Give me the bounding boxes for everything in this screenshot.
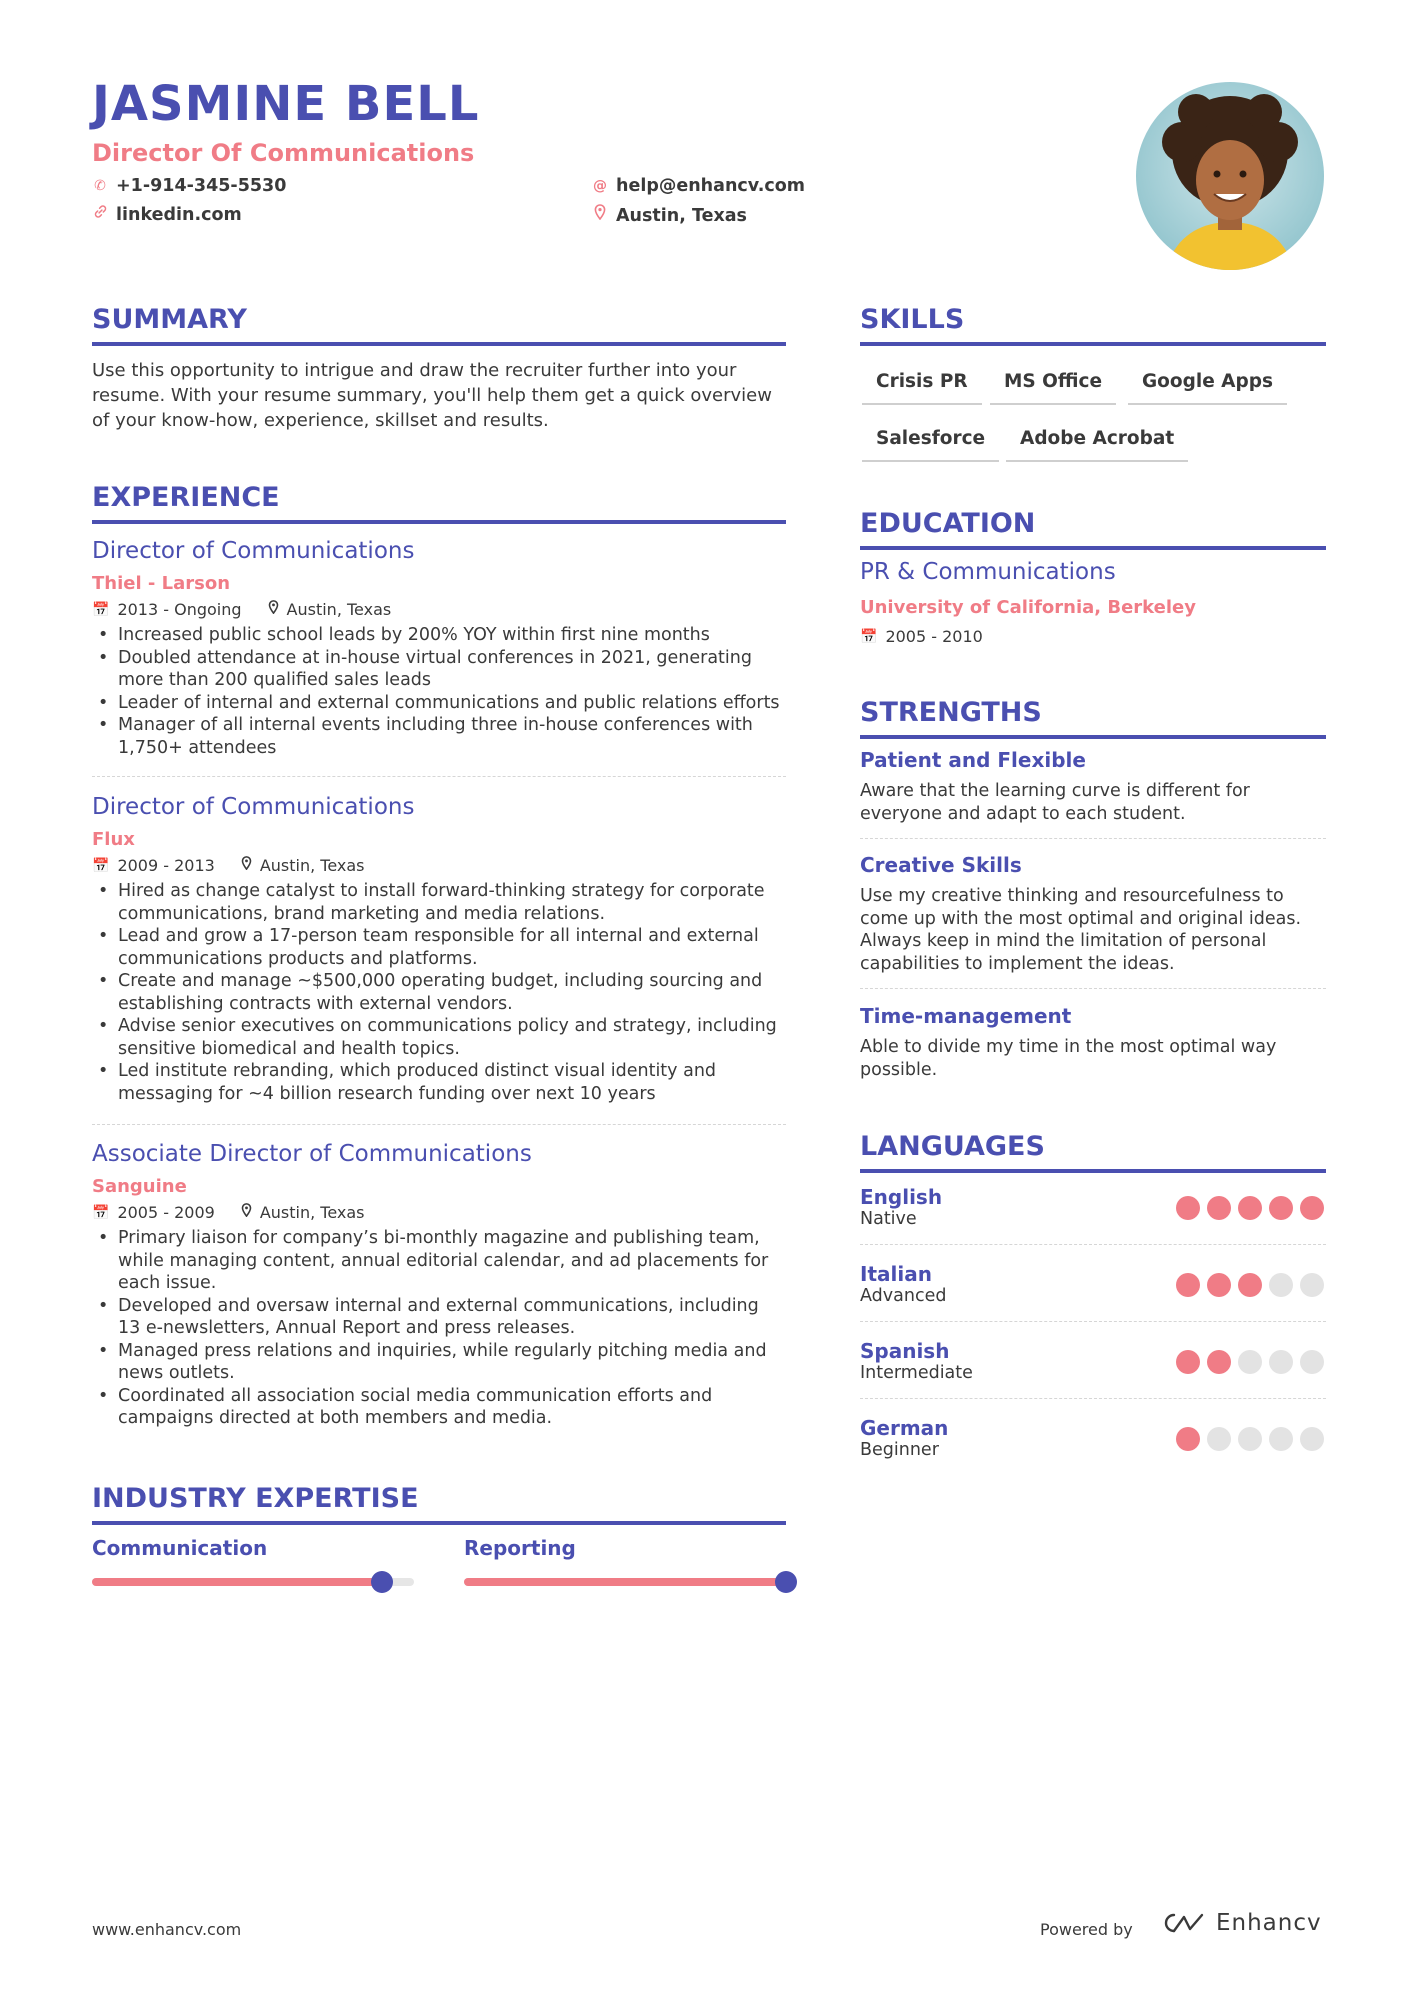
- rating-dot-empty: [1300, 1273, 1324, 1297]
- profile-photo: [1136, 82, 1324, 270]
- job-bullet: • Lead and grow a 17-person team responsible for all internal and external communications products and platforms.: [92, 925, 786, 970]
- brand-logo[interactable]: [1160, 1908, 1322, 1938]
- job-bullets: [92, 880, 786, 1105]
- map-pin-icon: [241, 856, 252, 876]
- job-bullet: • Manager of all internal events including three in-house conferences with 1,750+ attendees: [92, 714, 786, 759]
- map-pin-icon: [592, 204, 608, 227]
- job-bullet: • Primary liaison for company’s bi-monthly magazine and publishing team, while managing content, annual editorial calendar, and ad placements for each issue.: [92, 1227, 786, 1295]
- summary-heading: SUMMARY: [92, 304, 786, 346]
- location-text: Austin, Texas: [616, 205, 747, 226]
- job-company: Flux: [92, 829, 135, 850]
- skill-tag: Crisis PR: [862, 370, 982, 405]
- rating-dot-filled: [1269, 1196, 1293, 1220]
- rating-dot-filled: [1176, 1427, 1200, 1451]
- language-level: Intermediate: [860, 1363, 973, 1383]
- job-dates: 2013 - Ongoing: [117, 600, 242, 619]
- skills-heading: SKILLS: [860, 304, 1326, 346]
- expertise-bar: [464, 1578, 786, 1586]
- skill-tag: Google Apps: [1128, 370, 1287, 405]
- contact-phone[interactable]: [92, 175, 286, 197]
- strength-desc: Able to divide my time in the most optimal way possible.: [860, 1037, 1277, 1080]
- rating-dot-filled: [1238, 1273, 1262, 1297]
- phone-icon: ✆: [94, 178, 106, 194]
- footer-website[interactable]: www.enhancv.com: [92, 1920, 242, 1939]
- rating-dot-filled: [1176, 1273, 1200, 1297]
- divider: [92, 776, 786, 777]
- education-school: University of California, Berkeley: [860, 597, 1196, 618]
- job-entry: [92, 536, 786, 759]
- expertise-label: Reporting: [464, 1536, 576, 1560]
- job-bullet: • Increased public school leads by 200% YOY within first nine months: [92, 624, 786, 647]
- footer-powered-by: Powered by: [1040, 1920, 1133, 1939]
- calendar-icon: 📅: [860, 629, 878, 645]
- expertise-bar-knob: [371, 1571, 393, 1593]
- job-meta: [92, 600, 786, 620]
- language-rating: [1176, 1427, 1324, 1451]
- phone-text: +1-914-345-5530: [116, 176, 287, 196]
- language-level: Beginner: [860, 1440, 939, 1460]
- experience-heading: EXPERIENCE: [92, 482, 786, 524]
- job-meta: [92, 1203, 786, 1223]
- job-entry: [92, 792, 786, 1105]
- contact-location: [592, 204, 747, 227]
- skill-tag: Adobe Acrobat: [1006, 427, 1188, 462]
- map-pin-icon: [268, 600, 279, 620]
- job-bullet: • Create and manage ~$500,000 operating budget, including sourcing and establishing contracts with external vendors.: [92, 970, 786, 1015]
- divider: [860, 1398, 1326, 1399]
- divider: [92, 1124, 786, 1125]
- job-meta: [92, 856, 786, 876]
- job-dates: 2005 - 2009: [117, 1203, 215, 1222]
- education-meta: [860, 627, 983, 647]
- rating-dot-filled: [1207, 1196, 1231, 1220]
- calendar-icon: 📅: [92, 602, 110, 618]
- rating-dot-empty: [1269, 1350, 1293, 1374]
- contact-linkedin[interactable]: [92, 204, 242, 226]
- job-bullet: • Coordinated all association social media communication efforts and campaigns directed at both members and media.: [92, 1385, 786, 1430]
- at-icon: @: [593, 178, 607, 194]
- rating-dot-filled: [1176, 1350, 1200, 1374]
- expertise-label: Communication: [92, 1536, 268, 1560]
- divider: [860, 1321, 1326, 1322]
- divider: [860, 988, 1326, 989]
- job-bullet: • Hired as change catalyst to install forward-thinking strategy for corporate communications, brand marketing and media relations.: [92, 880, 786, 925]
- job-bullet: • Developed and oversaw internal and external communications, including 13 e-newsletters, Annual Report and press releases.: [92, 1295, 786, 1340]
- job-company: Sanguine: [92, 1176, 187, 1197]
- language-rating: [1176, 1350, 1324, 1374]
- skill-tag: Salesforce: [862, 427, 999, 462]
- candidate-name: JASMINE BELL: [92, 76, 480, 132]
- link-icon: [92, 204, 108, 226]
- language-name: Italian: [860, 1262, 932, 1286]
- linkedin-text: linkedin.com: [116, 205, 242, 225]
- job-location: Austin, Texas: [259, 856, 365, 875]
- job-bullet: • Leader of internal and external communications and public relations efforts: [92, 692, 786, 715]
- education-degree: PR & Communications: [860, 559, 1116, 585]
- brand-name: Enhancv: [1216, 1910, 1322, 1936]
- enhancv-logo-icon: [1160, 1911, 1206, 1935]
- map-pin-icon: [241, 1203, 252, 1223]
- job-bullet: • Managed press relations and inquiries, while regularly pitching media and news outlets.: [92, 1340, 786, 1385]
- job-bullet: • Advise senior executives on communications policy and strategy, including sensitive biomedical and health topics.: [92, 1015, 786, 1060]
- language-rating: [1176, 1273, 1324, 1297]
- job-bullets: [92, 1227, 786, 1430]
- job-bullet: • Doubled attendance at in-house virtual conferences in 2021, generating more than 200 qualified sales leads: [92, 647, 786, 692]
- skill-tag: MS Office: [990, 370, 1116, 405]
- job-dates: 2009 - 2013: [117, 856, 215, 875]
- expertise-bar-fill: [464, 1578, 786, 1586]
- job-title: Director of Communications: [92, 794, 415, 820]
- rating-dot-empty: [1238, 1350, 1262, 1374]
- rating-dot-empty: [1300, 1427, 1324, 1451]
- job-bullets: [92, 624, 786, 759]
- candidate-role: Director Of Communications: [92, 139, 475, 167]
- language-name: German: [860, 1416, 949, 1440]
- language-level: Native: [860, 1209, 917, 1229]
- rating-dot-empty: [1238, 1427, 1262, 1451]
- expertise-heading: INDUSTRY EXPERTISE: [92, 1483, 786, 1525]
- job-bullet: • Led institute rebranding, which produced distinct visual identity and messaging for ~4 billion research funding over next 10 years: [92, 1060, 786, 1105]
- rating-dot-filled: [1207, 1273, 1231, 1297]
- rating-dot-filled: [1176, 1196, 1200, 1220]
- divider: [860, 838, 1326, 839]
- rating-dot-empty: [1269, 1427, 1293, 1451]
- strength-desc: Use my creative thinking and resourcefulness to come up with the most optimal and original ideas. Always keep in mind the limitation of personal capabilities to implement the ideas.: [860, 886, 1302, 974]
- job-company: Thiel - Larson: [92, 573, 231, 594]
- language-name: Spanish: [860, 1339, 950, 1363]
- calendar-icon: 📅: [92, 1205, 110, 1221]
- email-text: help@enhancv.com: [616, 176, 806, 196]
- strength-desc: Aware that the learning curve is different for everyone and adapt to each student.: [860, 781, 1250, 824]
- language-rating: [1176, 1196, 1324, 1220]
- summary-text: Use this opportunity to intrigue and draw the recruiter further into your resume. With your resume summary, you'll help them get a quick overview of your know-how, experience, skillset and results.: [92, 360, 772, 431]
- rating-dot-empty: [1300, 1350, 1324, 1374]
- language-name: English: [860, 1185, 943, 1209]
- expertise-bar-fill: [92, 1578, 382, 1586]
- job-location: Austin, Texas: [286, 600, 392, 619]
- job-title: Associate Director of Communications: [92, 1141, 532, 1167]
- rating-dot-filled: [1207, 1350, 1231, 1374]
- strengths-heading: STRENGTHS: [860, 697, 1326, 739]
- rating-dot-empty: [1207, 1427, 1231, 1451]
- rating-dot-filled: [1300, 1196, 1324, 1220]
- job-title: Director of Communications: [92, 538, 415, 564]
- expertise-bar-knob: [775, 1571, 797, 1593]
- expertise-bar: [92, 1578, 414, 1586]
- strength-title: Patient and Flexible: [860, 748, 1086, 772]
- contact-email[interactable]: [592, 175, 805, 197]
- languages-heading: LANGUAGES: [860, 1131, 1326, 1173]
- education-dates: 2005 - 2010: [885, 627, 983, 646]
- education-heading: EDUCATION: [860, 508, 1326, 550]
- language-level: Advanced: [860, 1286, 947, 1306]
- rating-dot-empty: [1269, 1273, 1293, 1297]
- rating-dot-filled: [1238, 1196, 1262, 1220]
- divider: [860, 1244, 1326, 1245]
- job-location: Austin, Texas: [259, 1203, 365, 1222]
- job-entry: [92, 1139, 786, 1430]
- strength-title: Creative Skills: [860, 853, 1022, 877]
- calendar-icon: 📅: [92, 858, 110, 874]
- strength-title: Time-management: [860, 1004, 1072, 1028]
